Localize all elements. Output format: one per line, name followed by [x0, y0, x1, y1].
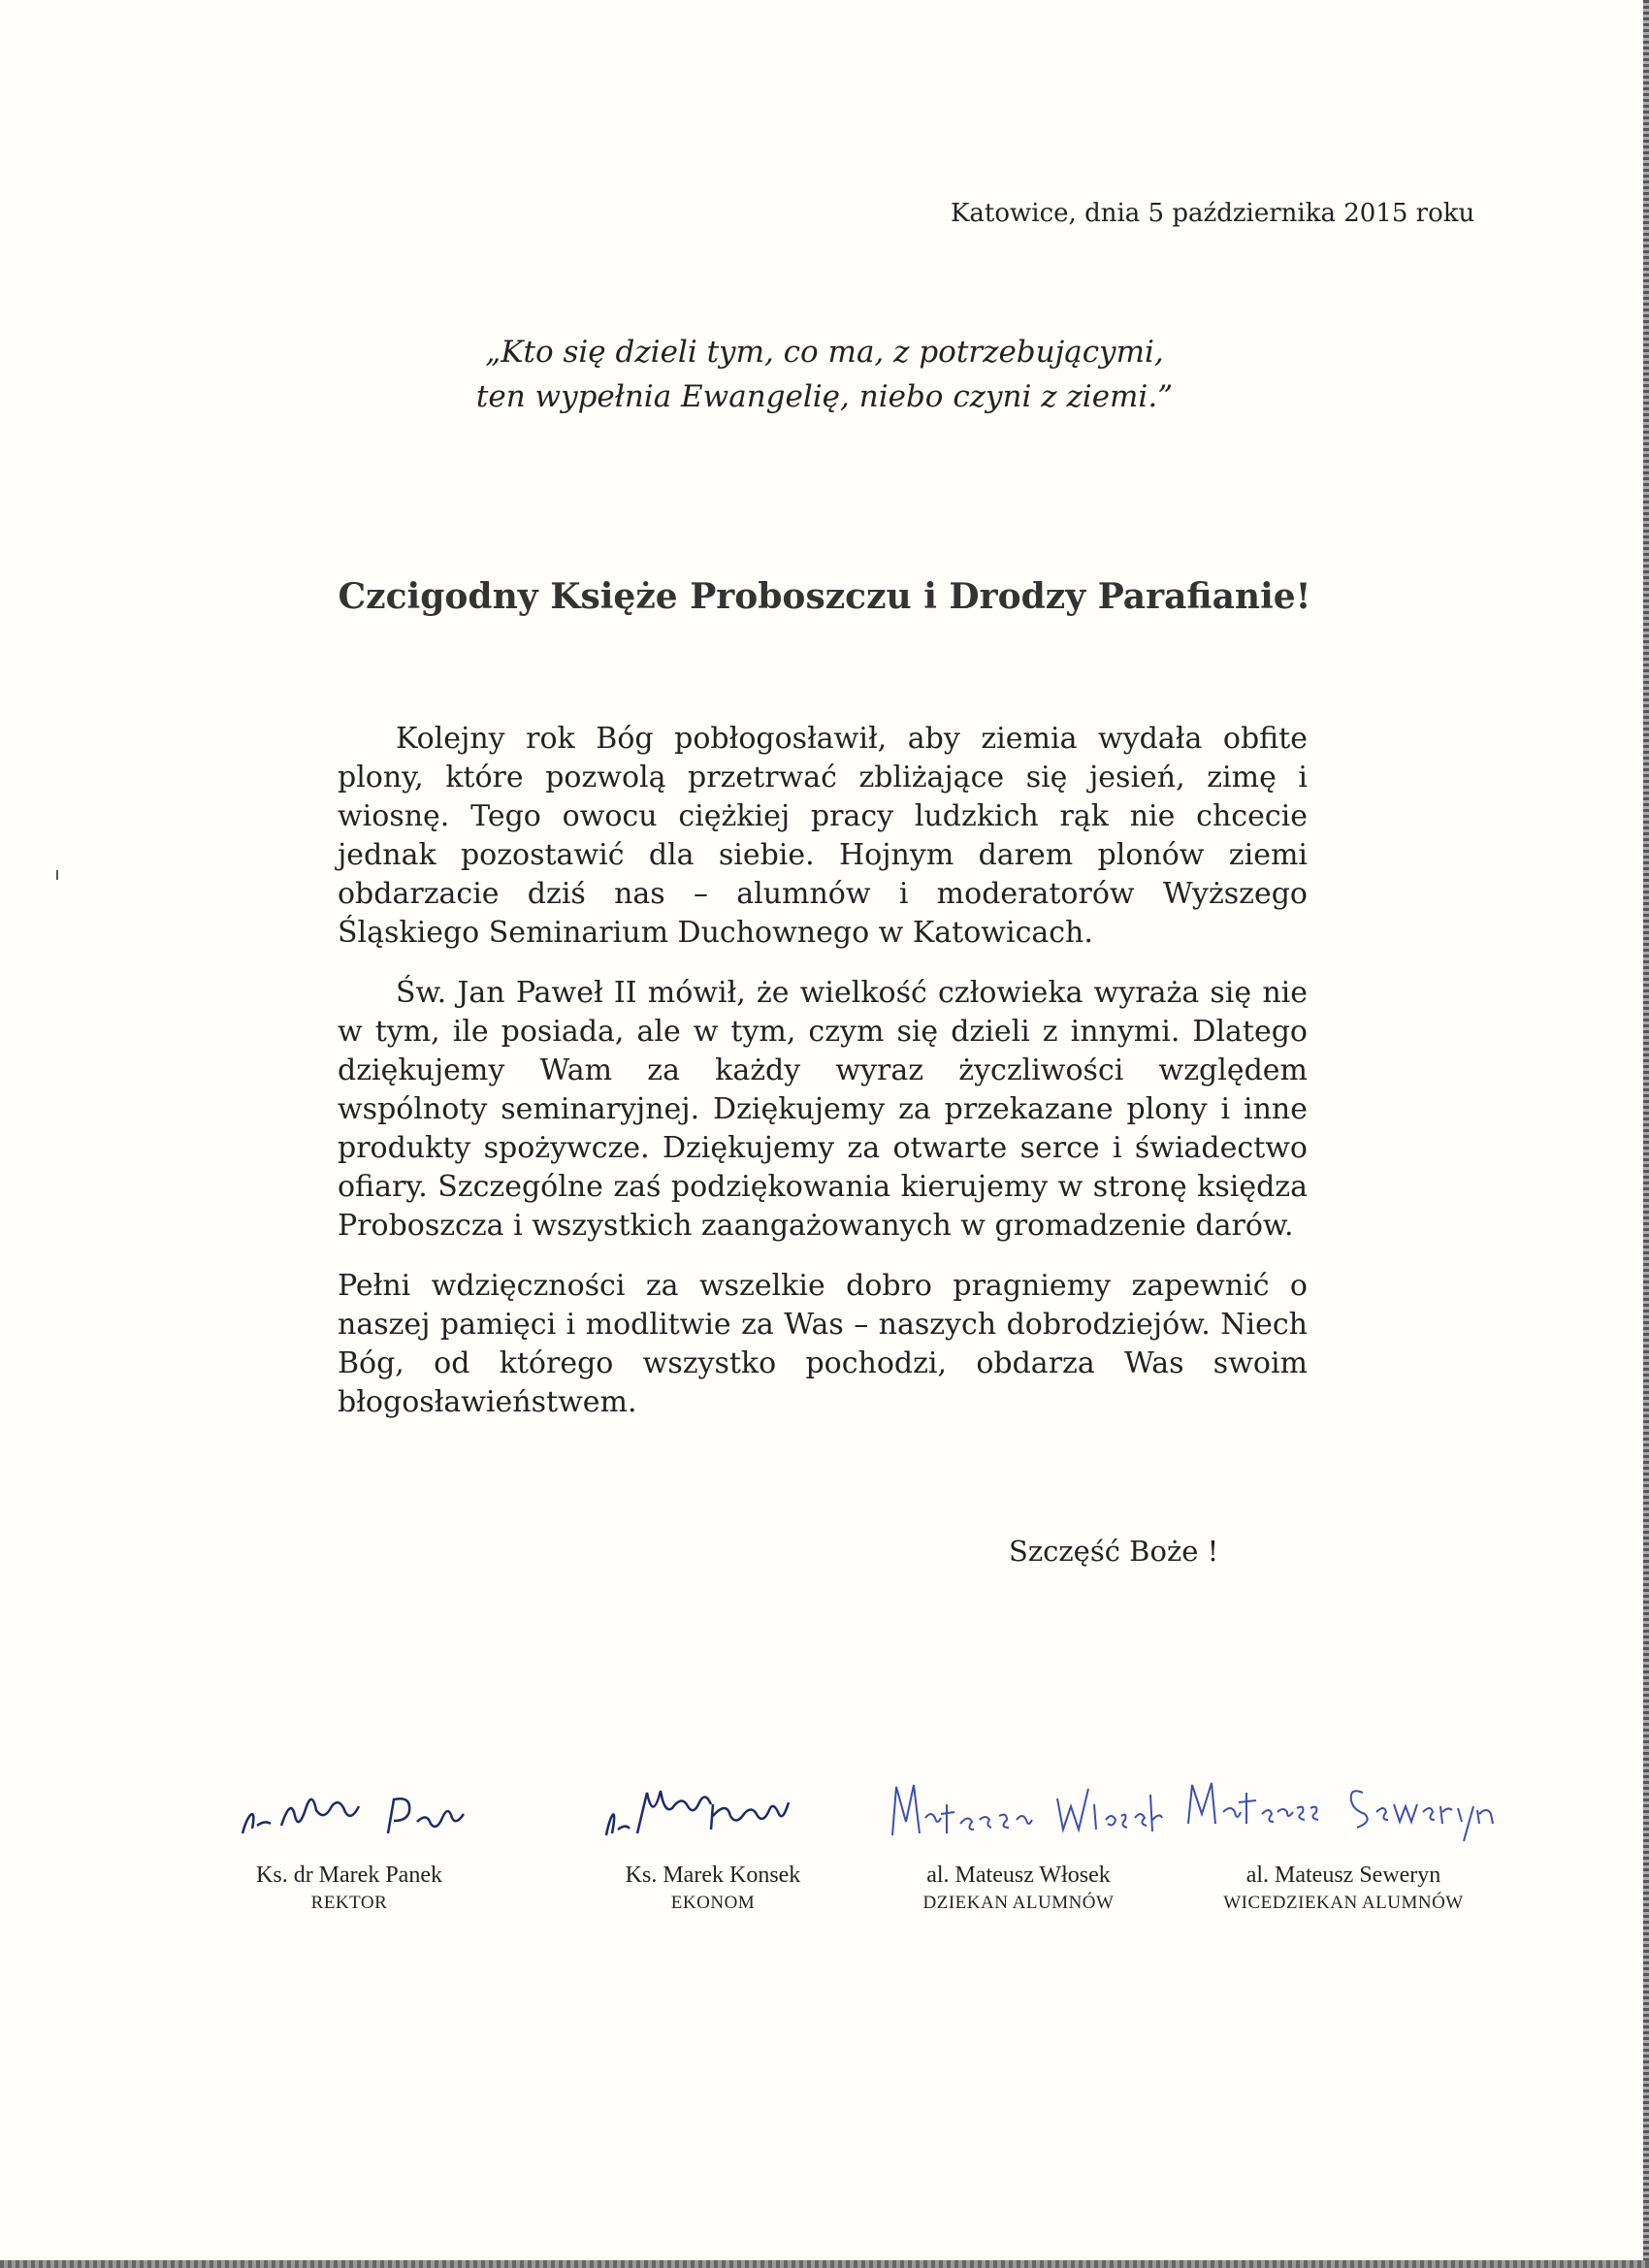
margin-mark [56, 870, 58, 880]
signatory-role: REKTOR [310, 1893, 388, 1913]
signatory-wicedziekan [1169, 1766, 1518, 1914]
signature-block [175, 1766, 1494, 1940]
signatory-role: WICEDZIEKAN ALUMNÓW [1223, 1893, 1464, 1913]
handwritten-signature-wlosek [863, 1766, 1193, 1853]
scan-edge-bottom [0, 2260, 1649, 2268]
handwritten-signature-konsek [567, 1766, 858, 1853]
closing-greeting: Szczęść Boże ! [1009, 1535, 1219, 1568]
signatory-name: Ks. dr Marek Panek [256, 1863, 442, 1888]
signatory-rektor [194, 1766, 504, 1914]
handwritten-signature-panek [204, 1766, 495, 1853]
signatory-role: EKONOM [670, 1893, 756, 1913]
paragraph-1: Kolejny rok Bóg pobłogosławił, aby ziemia wydała obfite plony, które pozwolą przetrwać zbliżające się jesień, zimę i wiosnę. Tego owocu ciężkiej pracy ludzkich rąk nie chcecie jednak pozostawić dla siebie. Hojnym darem plonów ziemi obdarzacie dziś nas – alumnów i moderatorów Wyższego Śląskiego Seminarium Duchownego w Katowicach. [338, 722, 1308, 950]
signatory-dziekan [863, 1766, 1174, 1914]
paragraph-3: Pełni wdzięczności za wszelkie dobro pragniemy zapewnić o naszej pamięci i modlitwie za Was – naszych dobrodziejów. Niech Bóg, od którego wszystko pochodzi, obdarza Was swoim błogosławieństwem. [338, 1269, 1308, 1419]
signatory-ekonom [558, 1766, 868, 1914]
motto-quote [436, 330, 1212, 419]
motto-line-1: „Kto się dzieli tym, co ma, z potrzebującymi, [485, 335, 1164, 370]
motto-line-2: ten wypełnia Ewangelię, niebo czyni z ziemi.” [475, 379, 1174, 414]
signatory-name: al. Mateusz Włosek [926, 1863, 1111, 1888]
salutation-heading: Czcigodny Księże Proboszczu i Drodzy Parafianie! [338, 576, 1311, 617]
signatory-name: Ks. Marek Konsek [625, 1863, 801, 1888]
letter-date: Katowice, dnia 5 października 2015 roku [951, 199, 1475, 228]
handwritten-signature-seweryn [1169, 1766, 1518, 1853]
paragraph-2: Św. Jan Paweł II mówił, że wielkość człowieka wyraża się nie w tym, ile posiada, ale w tym, czym się dzieli z innymi. Dlatego dziękujemy Wam za każdy wyraz życzliwości względem wspólnoty seminaryjnej. Dziękujemy za przekazane plony i inne produkty spożywcze. Dziękujemy za otwarte serce i świadectwo ofiary. Szczególne zaś podziękowania kierujemy w stronę księdza Proboszcza i wszystkich zaangażowanych w gromadzenie darów. [338, 976, 1308, 1243]
scan-edge-right [1643, 0, 1649, 2268]
signatory-name: al. Mateusz Seweryn [1245, 1863, 1441, 1888]
letter-body [338, 720, 1308, 1443]
signatory-role: DZIEKAN ALUMNÓW [922, 1893, 1115, 1913]
